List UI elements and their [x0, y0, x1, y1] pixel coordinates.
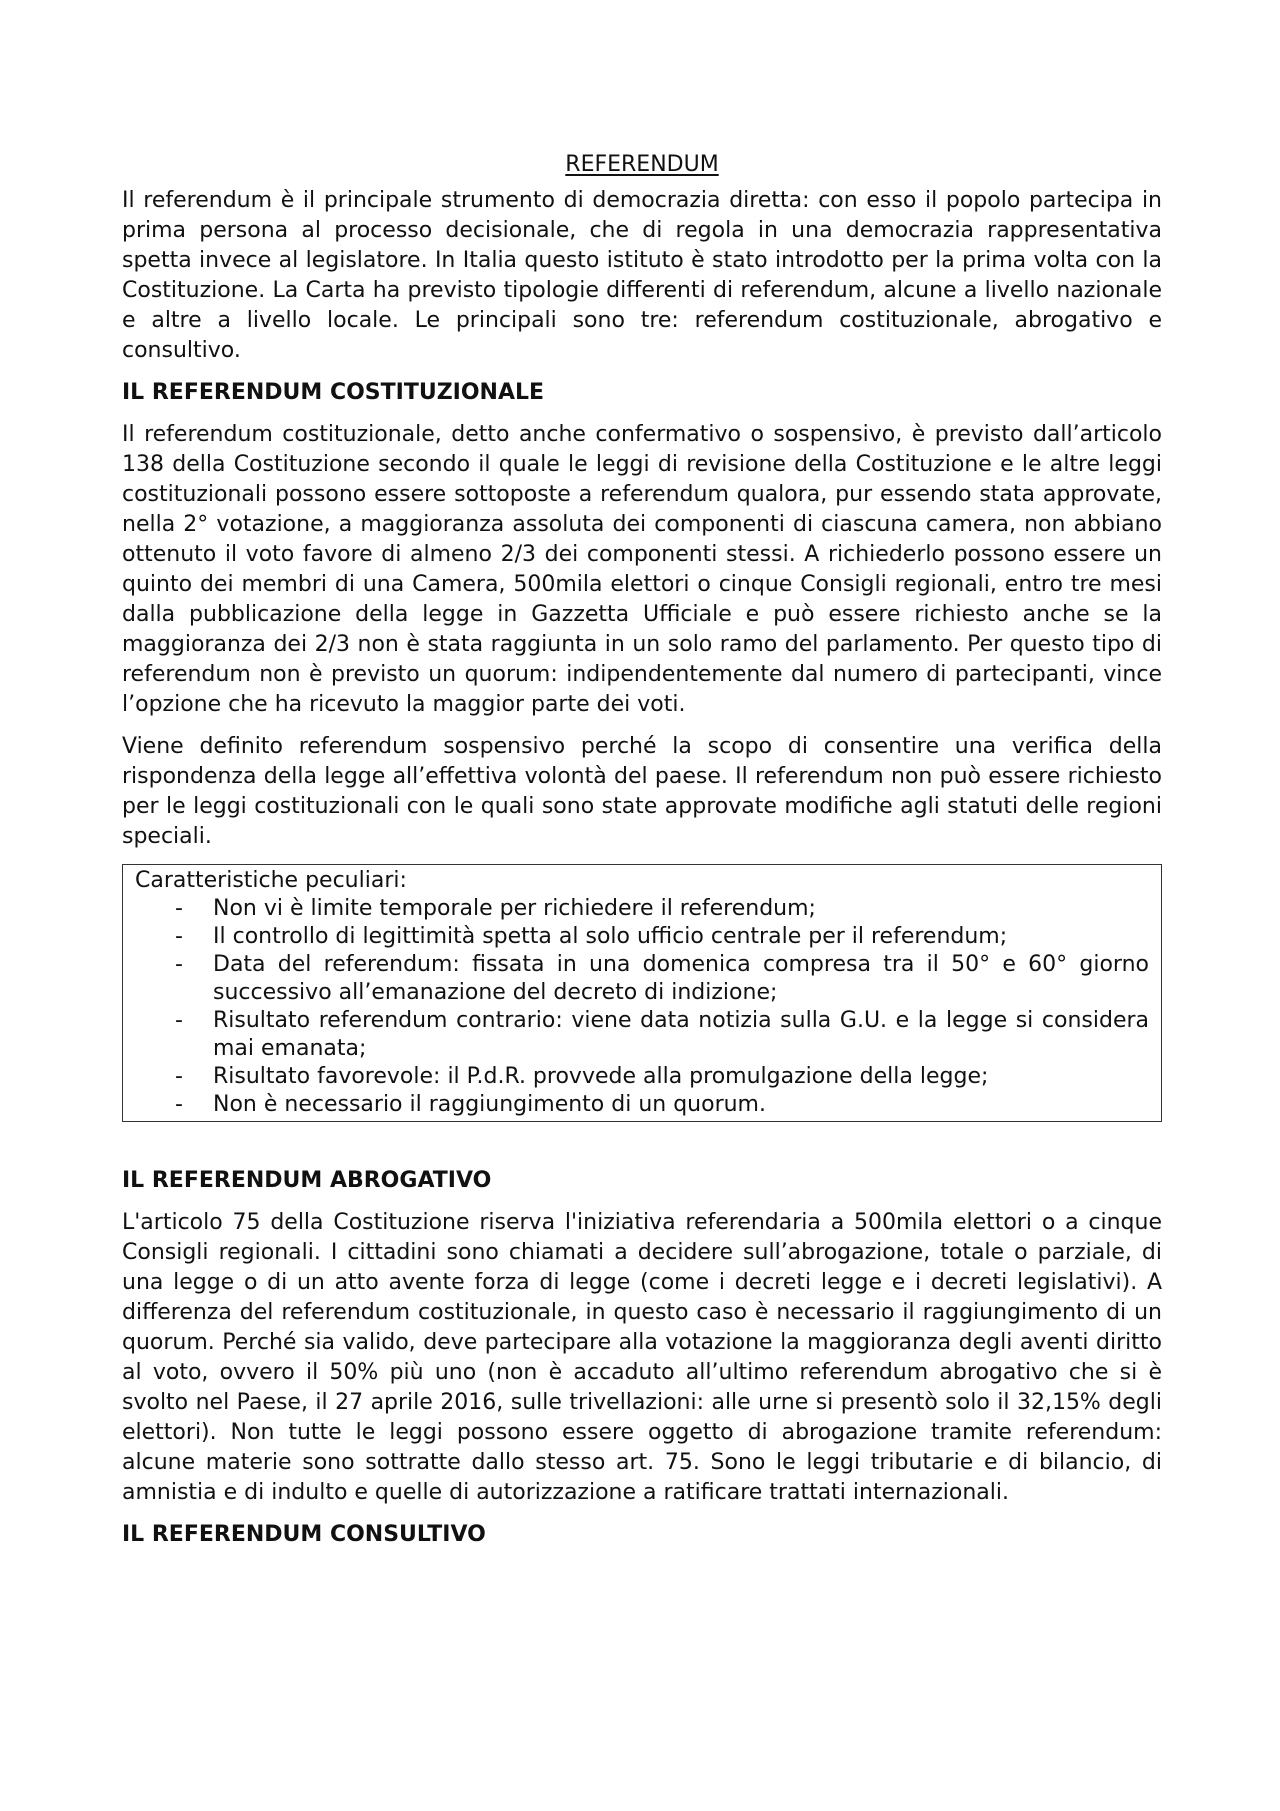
list-item	[135, 951, 1149, 1007]
page-title	[122, 150, 1162, 180]
section-heading-abrogativo: IL REFERENDUM ABROGATIVO	[122, 1168, 492, 1193]
list-item-text: Non è necessario il raggiungimento di un quorum.	[213, 1092, 766, 1117]
list-item-text: Risultato favorevole: il P.d.R. provvede alla promulgazione della legge;	[213, 1064, 989, 1089]
list-item	[135, 1091, 1149, 1119]
list-item-text: Data del referendum: fissata in una domenica compresa tra il 50° e 60° giorno successivo all’emanazione del decreto di indizione;	[213, 952, 1149, 1005]
features-box-title: Caratteristiche peculiari:	[135, 868, 407, 893]
list-item	[135, 923, 1149, 951]
bullet-dash: -	[175, 1092, 183, 1117]
section-heading-consultivo: IL REFERENDUM CONSULTIVO	[122, 1522, 486, 1547]
list-item	[135, 1007, 1149, 1063]
document-page	[122, 150, 1162, 1562]
bullet-dash: -	[175, 1008, 183, 1033]
list-item	[135, 895, 1149, 923]
bullet-dash: -	[175, 952, 183, 977]
abrogativo-paragraph: L'articolo 75 della Costituzione riserva l'iniziativa referendaria a 500mila elettori o a cinque Consigli regionali. I cittadini sono chiamati a decidere sull’abrogazione, totale o parziale, di una legge o di un atto avente forza di legge (come i decreti legge e i decreti legislativi). A differenza del referendum costituzionale, in questo caso è necessario il raggiungimento di un quorum. Perché sia valido, deve partecipare alla votazione la maggioranza degli aventi diritto al voto, ovvero il 50% più uno (non è accaduto all’ultimo referendum abrogativo che si è svolto nel Paese, il 27 aprile 2016, sulle trivellazioni: alle urne si presentò solo il 32,15% degli elettori). Non tutte le leggi possono essere oggetto di abrogazione tramite referendum: alcune materie sono sottratte dallo stesso art. 75. Sono le leggi tributarie e di bilancio, di amnistia e di indulto e quelle di autorizzazione a ratificare trattati internazionali.	[122, 1210, 1162, 1505]
page-title-text: REFERENDUM	[565, 152, 719, 177]
features-list	[135, 895, 1149, 1119]
bullet-dash: -	[175, 924, 183, 949]
features-box	[122, 864, 1162, 1122]
list-item-text: Il controllo di legittimità spetta al solo ufficio centrale per il referendum;	[213, 924, 1008, 949]
costituzionale-paragraph-1: Il referendum costituzionale, detto anche confermativo o sospensivo, è previsto dall’articolo 138 della Costituzione secondo il quale le leggi di revisione della Costituzione e le altre leggi costituzionali possono essere sottoposte a referendum qualora, pur essendo stata approvate, nella 2° votazione, a maggioranza assoluta dei componenti di ciascuna camera, non abbiano ottenuto il voto favore di almeno 2/3 dei componenti stessi. A richiederlo possono essere un quinto dei membri di una Camera, 500mila elettori o cinque Consigli regionali, entro tre mesi dalla pubblicazione della legge in Gazzetta Ufficiale e può essere richiesto anche se la maggioranza dei 2/3 non è stata raggiunta in un solo ramo del parlamento. Per questo tipo di referendum non è previsto un quorum: indipendentemente dal numero di partecipanti, vince l’opzione che ha ricevuto la maggior parte dei voti.	[122, 422, 1162, 717]
list-item-text: Risultato referendum contrario: viene data notizia sulla G.U. e la legge si considera mai emanata;	[213, 1008, 1149, 1061]
costituzionale-paragraph-2: Viene definito referendum sospensivo perché la scopo di consentire una verifica della rispondenza della legge all’effettiva volontà del paese. Il referendum non può essere richiesto per le leggi costituzionali con le quali sono state approvate modifiche agli statuti delle regioni speciali.	[122, 734, 1162, 849]
intro-paragraph: Il referendum è il principale strumento di democrazia diretta: con esso il popolo partecipa in prima persona al processo decisionale, che di regola in una democrazia rappresentativa spetta invece al legislatore. In Italia questo istituto è stato introdotto per la prima volta con la Costituzione. La Carta ha previsto tipologie differenti di referendum, alcune a livello nazionale e altre a livello locale. Le principali sono tre: referendum costituzionale, abrogativo e consultivo.	[122, 188, 1162, 363]
section-heading-costituzionale: IL REFERENDUM COSTITUZIONALE	[122, 380, 545, 405]
list-item	[135, 1063, 1149, 1091]
bullet-dash: -	[175, 896, 183, 921]
list-item-text: Non vi è limite temporale per richiedere il referendum;	[213, 896, 816, 921]
bullet-dash: -	[175, 1064, 183, 1089]
